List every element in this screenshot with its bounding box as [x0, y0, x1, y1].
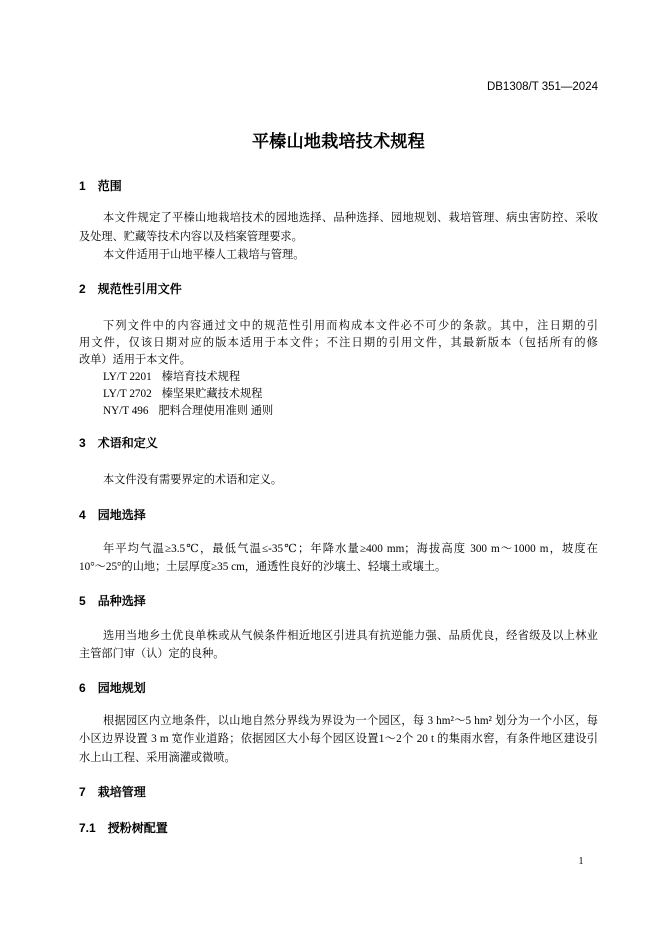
document-title: 平榛山地栽培技术规程: [252, 132, 425, 151]
paragraph: [79, 246, 598, 265]
reference-code: LY/T 2702: [103, 387, 152, 400]
section-heading-7: [79, 784, 146, 800]
reference-title: 榛坚果贮藏技术规程: [161, 387, 263, 400]
section-heading-4: [79, 507, 146, 523]
paragraph: [79, 712, 598, 768]
text-line: 选用当地乡土优良单株或从气候条件相近地区引进具有抗逆能力强、品质优良，经省级及以上林业: [103, 629, 598, 642]
text-line: 本文件规定了平榛山地栽培技术的园地选择、品种选择、园地规划、栽培管理、病虫害防控、采收: [103, 212, 598, 224]
text-line: 用文件，仅该日期对应的版本适用于本文件；不注日期的引用文件，其最新版本（包括所有的修: [79, 336, 598, 349]
section-number: 6: [79, 681, 86, 695]
subsection-title: 授粉树配置: [107, 821, 168, 835]
text-line: 本文件没有需要界定的术语和定义。: [103, 474, 283, 486]
paragraph: [79, 540, 598, 576]
text-line: 主管部门审（认）定的良种。: [79, 648, 225, 661]
reference-title: 榛培育技术规程: [161, 370, 241, 383]
section-heading-6: [79, 680, 146, 696]
reference-item: [79, 386, 598, 403]
paragraph: [79, 318, 598, 369]
section-title: 栽培管理: [97, 785, 146, 799]
section-number: 1: [79, 179, 86, 193]
text-line: 改单）适用于本文件。: [79, 353, 191, 366]
paragraph: [79, 209, 598, 246]
text-line: 及处理、贮藏等技术内容以及档案管理要求。: [79, 230, 303, 243]
paragraph: [79, 627, 598, 664]
text-line: 年平均气温≥3.5℃，最低气温≤-35℃；年降水量≥400 mm；海拔高度 300 m～1000 m，坡度在: [103, 543, 598, 555]
reference-list: [79, 369, 598, 420]
text-line: 本文件适用于山地平榛人工栽培与管理。: [103, 249, 305, 261]
section-title: 园地选择: [97, 508, 146, 522]
section-title: 规范性引用文件: [97, 282, 182, 296]
subsection-number: 7.1: [79, 821, 96, 835]
section-heading-3: [79, 435, 158, 451]
reference-code: LY/T 2201: [103, 370, 152, 383]
section-heading-1: [79, 178, 122, 194]
page-number: 1: [578, 856, 584, 867]
section-title: 术语和定义: [97, 436, 158, 450]
reference-title: 肥料合理使用准则 通则: [158, 404, 274, 417]
section-heading-5: [79, 593, 146, 609]
subsection-heading-7-1: [79, 820, 168, 836]
text-line: 10°～25°的山地；土层厚度≥35 cm，通透性良好的沙壤土、轻壤土或壤土。: [79, 561, 447, 573]
reference-code: NY/T 496: [103, 404, 149, 417]
section-title: 范围: [97, 179, 122, 193]
section-number: 5: [79, 594, 86, 608]
paragraph: [79, 471, 598, 489]
section-number: 7: [79, 785, 86, 799]
text-line: 下列文件中的内容通过文中的规范性引用而构成本文件必不可少的条款。其中，注日期的引: [103, 319, 598, 332]
reference-item: [79, 369, 598, 386]
text-line: 小区边界设置 3 m 宽作业道路；依据园区大小每个园区设置1～2个 20 t 的集雨水窖，有条件地区建设引: [79, 733, 598, 746]
section-number: 2: [79, 282, 86, 296]
reference-item: [79, 403, 598, 420]
section-heading-2: [79, 281, 182, 297]
section-title: 品种选择: [97, 594, 146, 608]
section-number: 4: [79, 508, 86, 522]
section-number: 3: [79, 436, 86, 450]
text-line: 根据园区内立地条件，以山地自然分界线为界设为一个园区，每 3 hm²～5 hm² 划分为一个小区，每: [103, 714, 598, 727]
text-line: 水上山工程、采用滴灌或微喷。: [79, 751, 236, 764]
section-title: 园地规划: [97, 681, 146, 695]
document-code: DB1308/T 351—2024: [486, 81, 598, 93]
